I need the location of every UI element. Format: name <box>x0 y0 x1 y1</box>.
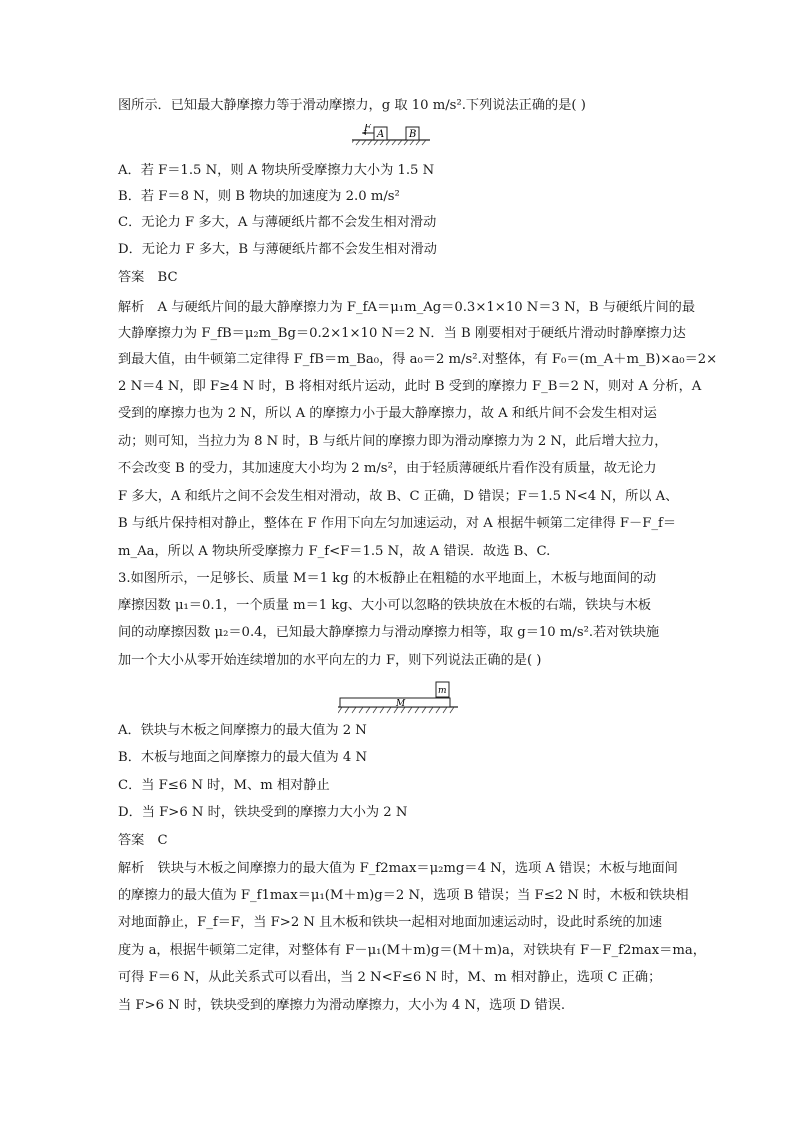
q3-stem-line: 摩擦因数 μ₁＝0.1，一个质量 m＝1 kg、大小可以忽略的铁块放在木板的右端，铁块与木板 <box>118 598 652 613</box>
q3-analysis-line: 对地面静止，F_f＝F，当 F>2 N 且木板和铁块一起相对地面加速运动时，设此时系统的加速 <box>118 915 663 930</box>
q3-option-d: D．当 F>6 N 时，铁块受到的摩擦力大小为 2 N <box>118 805 408 820</box>
q3-analysis-line: 当 F>6 N 时，铁块受到的摩擦力为滑动摩擦力，大小为 4 N，选项 D 错误. <box>118 998 566 1013</box>
q3-block-label: m <box>438 686 447 696</box>
q2-option-d: D．无论力 F 多大，B 与薄硬纸片都不会发生相对滑动 <box>118 242 437 257</box>
q3-analysis-line: 解析 铁块与木板之间摩擦力的最大值为 F_f2max＝μ₂mg＝4 N，选项 A 错误；木板与地面间 <box>118 861 678 876</box>
q3-board <box>340 698 450 707</box>
q2-analysis-line: 大静摩擦力为 F_fB＝μ₂m_Bg＝0.2×1×10 N＝2 N．当 B 刚要相对于硬纸片滑动时静摩擦力达 <box>118 326 686 341</box>
q2-analysis-line: 2 N＝4 N，即 F≥4 N 时，B 将相对纸片运动，此时 B 受到的摩擦力 F_B＝2 N，则对 A 分析，A <box>118 379 702 394</box>
q2-analysis-line: 受到的摩擦力也为 2 N，所以 A 的摩擦力小于最大静摩擦力，故 A 和纸片间不会发生相对运 <box>118 406 657 421</box>
q3-option-c: C．当 F≤6 N 时，M、m 相对静止 <box>118 778 330 793</box>
q2-option-b: B．若 F＝8 N，则 B 物块的加速度为 2.0 m/s² <box>118 189 400 204</box>
q3-option-a: A．铁块与木板之间摩擦力的最大值为 2 N <box>118 723 367 738</box>
q3-answer: 答案 C <box>118 833 168 848</box>
q2-analysis-line: B 与纸片保持相对静止，整体在 F 作用下向左匀加速运动，对 A 根据牛顿第二定律得 F－F_f＝ <box>118 516 677 531</box>
q3-analysis-line: 的摩擦力的最大值为 F_f1max＝μ₁(M＋m)g＝2 N，选项 B 错误；当 F≤2 N 时，木板和铁块相 <box>118 888 689 903</box>
q2-option-c: C．无论力 F 多大，A 与薄硬纸片都不会发生相对滑动 <box>118 215 437 230</box>
q2-answer: 答案 BC <box>118 270 178 285</box>
q2-analysis-line: 到最大值，由牛顿第二定律得 F_fB＝m_Ba₀，得 a₀＝2 m/s².对整体，有 F₀＝(m_A＋m_B)×a₀＝2× <box>118 352 718 367</box>
q2-figure <box>352 124 430 146</box>
q3-figure <box>338 680 458 716</box>
q3-analysis-line: 可得 F＝6 N，从此关系式可以看出，当 2 N<F≤6 N 时，M、m 相对静止，选项 C 正确； <box>118 970 662 985</box>
q3-stem-line: 加一个大小从零开始连续增加的水平向左的力 F，则下列说法正确的是( ) <box>118 653 542 668</box>
q3-stem-line: 间的动摩擦因数 μ₂＝0.4，已知最大静摩擦力与滑动摩擦力相等，取 g＝10 m/s².若对铁块施 <box>118 625 660 640</box>
q2-analysis-line: m_Aa，所以 A 物块所受摩擦力 F_f<F＝1.5 N，故 A 错误．故选 B、C. <box>118 544 551 559</box>
q2-analysis-line: F 多大，A 和纸片之间不会发生相对滑动，故 B、C 正确，D 错误；F＝1.5 N<4 N，所以 A、 <box>118 489 679 504</box>
q2-block-a-label: A <box>377 129 385 140</box>
q3-analysis-line: 度为 a，根据牛顿第二定律，对整体有 F－μ₁(M＋m)g＝(M＋m)a，对铁块有 F－F_f2max＝ma， <box>118 943 706 958</box>
q2-force-label: F <box>364 124 371 134</box>
q2-analysis-line: 不会改变 B 的受力，其加速度大小均为 2 m/s²，由于轻质薄硬纸片看作没有质量，故无论力 <box>118 461 657 476</box>
q2-option-a: A．若 F＝1.5 N，则 A 物块所受摩擦力大小为 1.5 N <box>118 163 435 178</box>
q3-board-label: M <box>396 699 406 709</box>
q2-analysis-line: 动；则可知，当拉力为 8 N 时，B 与纸片间的摩擦力即为滑动摩擦力为 2 N，此后增大拉力， <box>118 434 668 449</box>
q3-option-b: B．木板与地面之间摩擦力的最大值为 4 N <box>118 750 368 765</box>
q2-ground-hatch <box>352 140 426 145</box>
q2-stem-tail: 图所示．已知最大静摩擦力等于滑动摩擦力，g 取 10 m/s².下列说法正确的是( ) <box>118 98 586 113</box>
q3-stem-line: 3.如图所示，一足够长、质量 M＝1 kg 的木板静止在粗糙的水平地面上，木板与地面间的动 <box>118 571 657 586</box>
q2-block-b-label: B <box>409 129 417 140</box>
q2-analysis-line: 解析 A 与硬纸片间的最大静摩擦力为 F_fA＝μ₁m_Ag＝0.3×1×10 N＝3 N，B 与硬纸片间的最 <box>118 300 696 315</box>
